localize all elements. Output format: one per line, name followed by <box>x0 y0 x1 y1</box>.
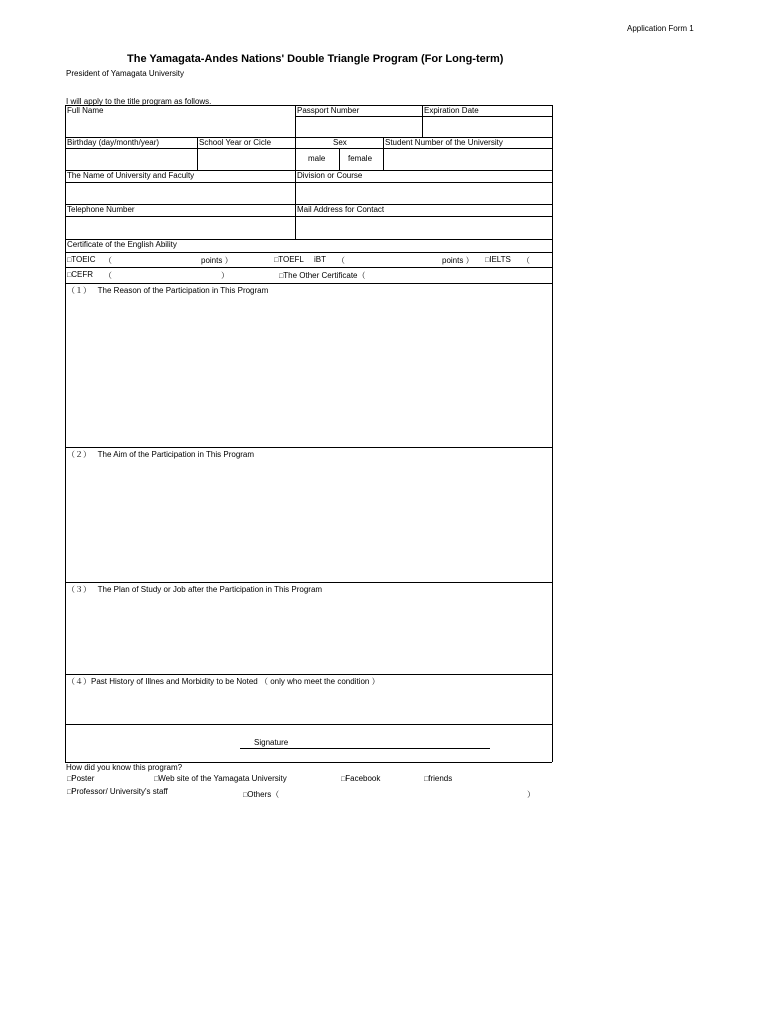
checkbox-icon: □ <box>485 257 490 264</box>
checkbox-toeic[interactable]: □TOEIC <box>67 255 96 264</box>
checkbox-icon: □ <box>67 272 72 279</box>
checkbox-icon: □ <box>424 776 429 783</box>
checkbox-icon: □ <box>274 257 279 264</box>
paren-open: （ <box>104 271 112 280</box>
form-number: Application Form 1 <box>627 24 694 33</box>
paren-close: ） <box>527 790 535 799</box>
paren-open: （ <box>522 256 530 265</box>
checkbox-professor[interactable]: □Professor/ University's staff <box>67 787 168 796</box>
label-ibt: iBT <box>314 255 326 264</box>
option-male[interactable]: male <box>308 154 326 163</box>
toeic-points: points ） <box>201 256 233 265</box>
paren-open: （ <box>104 256 112 265</box>
checkbox-toefl[interactable]: □TOEFL <box>274 255 304 264</box>
checkbox-ielts[interactable]: □IELTS <box>485 255 511 264</box>
checkbox-poster[interactable]: □Poster <box>67 774 95 783</box>
label-passport-number: Passport Number <box>297 106 360 115</box>
option-female[interactable]: female <box>348 154 373 163</box>
label-school-year: School Year or Cicle <box>199 138 272 147</box>
label-expiration-date: Expiration Date <box>424 106 479 115</box>
page-title: The Yamagata-Andes Nations' Double Triangle Program (For Long-term) <box>127 53 504 65</box>
section-2-heading: （２） The Aim of the Participation in This Program <box>67 450 255 459</box>
label-university-faculty: The Name of University and Faculty <box>67 171 195 180</box>
signature-label: Signature <box>254 738 289 747</box>
label-mail-address: Mail Address for Contact <box>297 205 385 214</box>
section-3-heading: （３） The Plan of Study or Job after the Participation in This Program <box>67 585 323 594</box>
intro-text: I will apply to the title program as follows. <box>66 97 212 106</box>
checkbox-cefr[interactable]: □CEFR <box>67 270 94 279</box>
source-question: How did you know this program? <box>66 763 183 772</box>
label-birthday: Birthday (day/month/year) <box>67 138 160 147</box>
toefl-points: points ） <box>442 256 474 265</box>
checkbox-other-certificate[interactable]: □The Other Certificate（ <box>279 271 366 280</box>
checkbox-icon: □ <box>154 776 159 783</box>
signature-line[interactable] <box>240 748 490 749</box>
label-english-ability: Certificate of the English Ability <box>67 240 177 249</box>
checkbox-icon: □ <box>279 273 284 280</box>
paren-close: ） <box>221 271 229 280</box>
label-sex: Sex <box>333 138 347 147</box>
label-full-name: Full Name <box>67 106 104 115</box>
checkbox-others[interactable]: □Others（ <box>243 790 280 799</box>
checkbox-website[interactable]: □Web site of the Yamagata University <box>154 774 287 783</box>
checkbox-icon: □ <box>341 776 346 783</box>
checkbox-icon: □ <box>67 257 72 264</box>
checkbox-icon: □ <box>67 789 72 796</box>
label-division-course: Division or Course <box>297 171 363 180</box>
section-1-heading: （１） The Reason of the Participation in This Program <box>67 286 269 295</box>
checkbox-icon: □ <box>67 776 72 783</box>
addressee: President of Yamagata University <box>66 69 184 78</box>
section-4-heading: （４）Past History of Illnes and Morbidity to be Noted （ only who meet the condition ） <box>67 677 380 686</box>
label-student-number: Student Number of the University <box>385 138 503 147</box>
checkbox-icon: □ <box>243 792 248 799</box>
checkbox-facebook[interactable]: □Facebook <box>341 774 381 783</box>
checkbox-friends[interactable]: □friends <box>424 774 453 783</box>
label-telephone: Telephone Number <box>67 205 135 214</box>
paren-open: （ <box>337 256 345 265</box>
